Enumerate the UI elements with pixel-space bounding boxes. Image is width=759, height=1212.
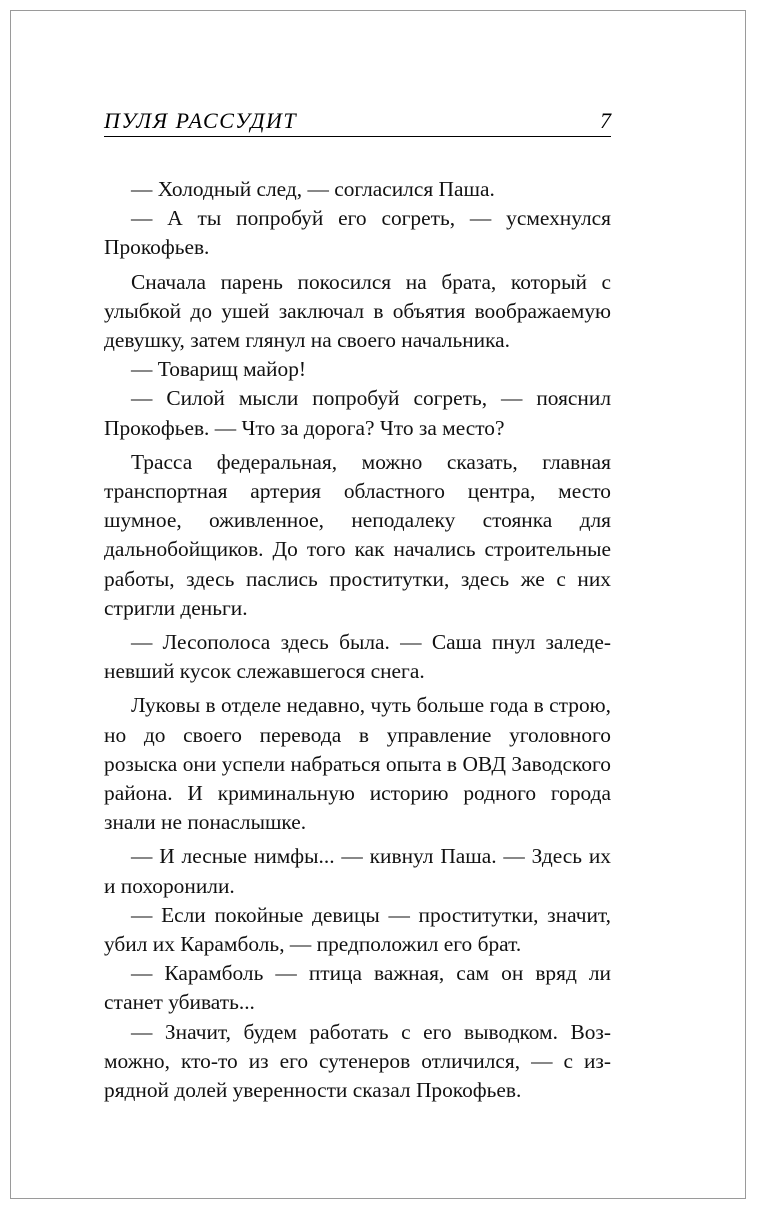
running-title: ПУЛЯ РАССУДИТ (104, 108, 298, 133)
paragraph: — Карамболь — птица важная, сам он вряд ли станет убивать... (104, 961, 611, 1015)
page-number: 7 (600, 108, 611, 133)
paragraph: — Холодный след, — согласился Паша. (131, 177, 495, 201)
paragraph: — Лесополоса здесь была. — Саша пнул заледеневший кусок слежавшегося снега. (104, 630, 611, 684)
paragraph: Сначала парень покосился на брата, который с улыбкой до ушей заключал в объятия воображаемую девушку, затем глянул на своего начальника. (104, 269, 611, 353)
paragraph: — Если покойные девицы — проститутки, значит, убил их Карамболь, — предположил его брат. (104, 902, 611, 957)
paragraph: — Значит, будем работать с его выводком. Возможно, кто-то из его сутенеров отличился, — с изрядной долей уверенности сказал Прокофьев. (104, 1019, 611, 1103)
paragraph: — И лесные нимфы... — кивнул Паша. — Здесь их и похоронили. (104, 844, 611, 898)
text-body (104, 175, 611, 1105)
paragraph: Луковы в отделе недавно, чуть больше года в строю, но до своего перевода в управление уголовного розыска они успели набраться опыта в ОВД Заводского района. И криминальную историю родного города знали не понаслышке. (104, 693, 611, 835)
paragraph: Трасса федеральная, можно сказать, главная транспортная артерия областного центра, место шумное, оживленное, неподалеку стоянка для дальнобойщиков. До того как начались строительные работы, здесь паслись проститутки, здесь же с них стригли деньги. (104, 449, 611, 620)
running-head (104, 104, 611, 137)
paragraph: — А ты попробуй его согреть, — усмехнулся Прокофьев. (104, 206, 611, 260)
paragraph: — Силой мысли попробуй согреть, — пояснил Прокофьев. — Что за дорога? Что за место? (104, 386, 611, 440)
paragraph: — Товарищ майор! (131, 357, 307, 382)
